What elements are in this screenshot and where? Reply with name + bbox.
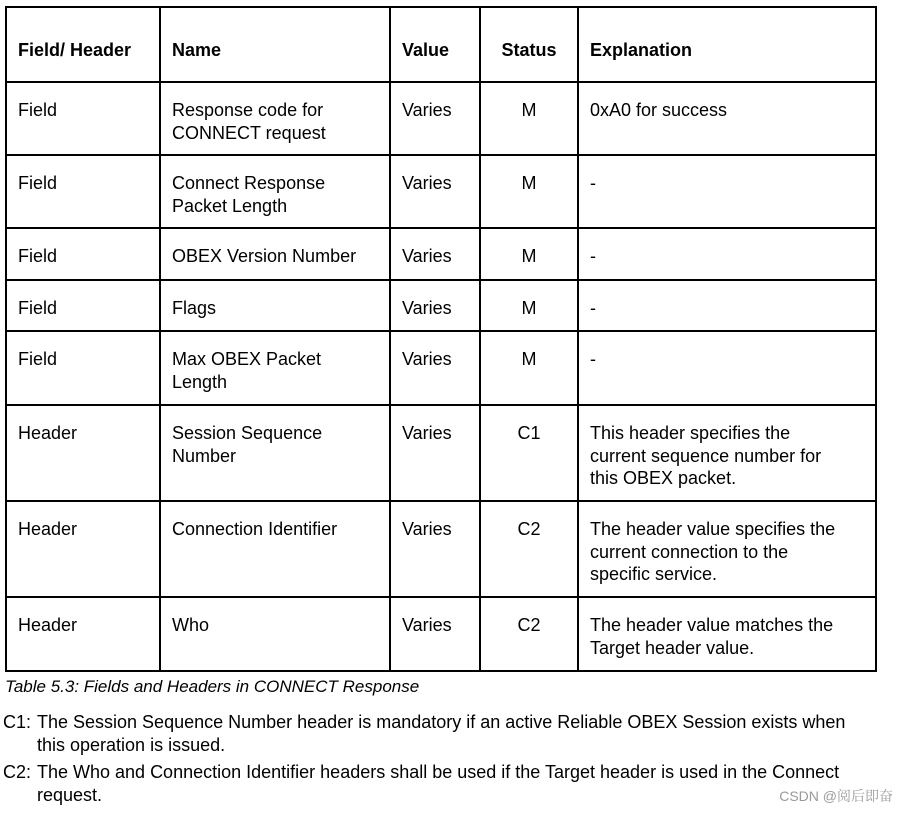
- cell-explanation-line: this OBEX packet.: [590, 468, 737, 488]
- cell-name-line: Connection Identifier: [172, 519, 338, 539]
- table-row: [6, 597, 876, 671]
- cell-status: C2: [480, 501, 578, 597]
- table-row: [6, 228, 876, 280]
- cell-status: M: [480, 155, 578, 228]
- note-text: The Session Sequence Number header is mandatory if an active Reliable OBEX Session exists when: [37, 712, 846, 732]
- cell-explanation-line: -: [590, 173, 596, 193]
- cell-explanation: [578, 405, 876, 501]
- cell-explanation: [578, 597, 876, 671]
- cell-name-line: Response code for: [172, 100, 324, 120]
- cell-name-line: Length: [172, 371, 228, 392]
- header-value: Value: [390, 7, 480, 82]
- cell-value: Varies: [390, 228, 480, 280]
- cell-name: [160, 597, 390, 671]
- cell-status: M: [480, 228, 578, 280]
- cell-explanation: [578, 501, 876, 597]
- cell-type: Header: [6, 501, 160, 597]
- cell-explanation: [578, 331, 876, 405]
- cell-name-line: CONNECT request: [172, 122, 326, 143]
- note-c1: [3, 711, 908, 756]
- cell-name-line: Packet Length: [172, 195, 288, 216]
- cell-type: Header: [6, 597, 160, 671]
- cell-value: Varies: [390, 82, 480, 155]
- cell-explanation-line: -: [590, 298, 596, 318]
- cell-name-line: Who: [172, 615, 210, 635]
- cell-explanation-line: -: [590, 246, 596, 266]
- note-label: C1:: [3, 712, 32, 732]
- table-row: [6, 280, 876, 331]
- cell-value: Varies: [390, 597, 480, 671]
- table-caption: Table 5.3: Fields and Headers in CONNECT Response: [5, 677, 420, 696]
- cell-name: [160, 155, 390, 228]
- cell-explanation-line: current connection to the: [590, 541, 789, 562]
- cell-explanation-line: Target header value.: [590, 637, 755, 658]
- note-text: The Who and Connection Identifier headers shall be used if the Target header is used in the Connect: [37, 762, 840, 782]
- cell-explanation: [578, 155, 876, 228]
- cell-value: Varies: [390, 405, 480, 501]
- cell-explanation-line: current sequence number for: [590, 445, 822, 466]
- cell-name: [160, 280, 390, 331]
- cell-explanation-line: specific service.: [590, 564, 718, 584]
- cell-explanation: [578, 228, 876, 280]
- cell-name: [160, 228, 390, 280]
- fields-headers-table: [5, 6, 877, 672]
- cell-value: Varies: [390, 280, 480, 331]
- cell-name-line: Flags: [172, 298, 217, 318]
- cell-status: C2: [480, 597, 578, 671]
- cell-explanation-line: This header specifies the: [590, 423, 791, 443]
- cell-type: Field: [6, 228, 160, 280]
- table-row: [6, 331, 876, 405]
- cell-status: C1: [480, 405, 578, 501]
- cell-status: M: [480, 331, 578, 405]
- header-explanation: Explanation: [578, 7, 876, 82]
- cell-name: [160, 405, 390, 501]
- cell-status: M: [480, 82, 578, 155]
- cell-type: Field: [6, 155, 160, 228]
- note-label: C2:: [3, 762, 32, 782]
- header-name: Name: [160, 7, 390, 82]
- cell-name: [160, 82, 390, 155]
- watermark: CSDN @阅后即奋: [779, 788, 893, 804]
- header-field-header: Field/ Header: [6, 7, 160, 82]
- note-text: this operation is issued.: [37, 734, 226, 755]
- cell-name-line: Number: [172, 445, 237, 466]
- cell-type: Header: [6, 405, 160, 501]
- cell-explanation-line: 0xA0 for success: [590, 100, 728, 120]
- cell-name: [160, 501, 390, 597]
- cell-explanation-line: -: [590, 349, 596, 369]
- cell-name: [160, 331, 390, 405]
- cell-explanation: [578, 280, 876, 331]
- cell-name-line: OBEX Version Number: [172, 246, 357, 266]
- cell-type: Field: [6, 280, 160, 331]
- table-row: [6, 405, 876, 501]
- note-c2: [3, 761, 908, 806]
- table-row: [6, 155, 876, 228]
- cell-explanation-line: The header value specifies the: [590, 519, 836, 539]
- cell-name-line: Session Sequence: [172, 423, 323, 443]
- header-status: Status: [480, 7, 578, 82]
- cell-value: Varies: [390, 331, 480, 405]
- cell-type: Field: [6, 82, 160, 155]
- cell-status: M: [480, 280, 578, 331]
- cell-value: Varies: [390, 155, 480, 228]
- cell-name-line: Max OBEX Packet: [172, 349, 322, 369]
- cell-explanation: [578, 82, 876, 155]
- table-row: [6, 82, 876, 155]
- cell-explanation-line: The header value matches the: [590, 615, 834, 635]
- table-header-row: [6, 7, 876, 82]
- table-row: [6, 501, 876, 597]
- cell-name-line: Connect Response: [172, 173, 326, 193]
- note-text: request.: [37, 784, 103, 805]
- cell-value: Varies: [390, 501, 480, 597]
- cell-type: Field: [6, 331, 160, 405]
